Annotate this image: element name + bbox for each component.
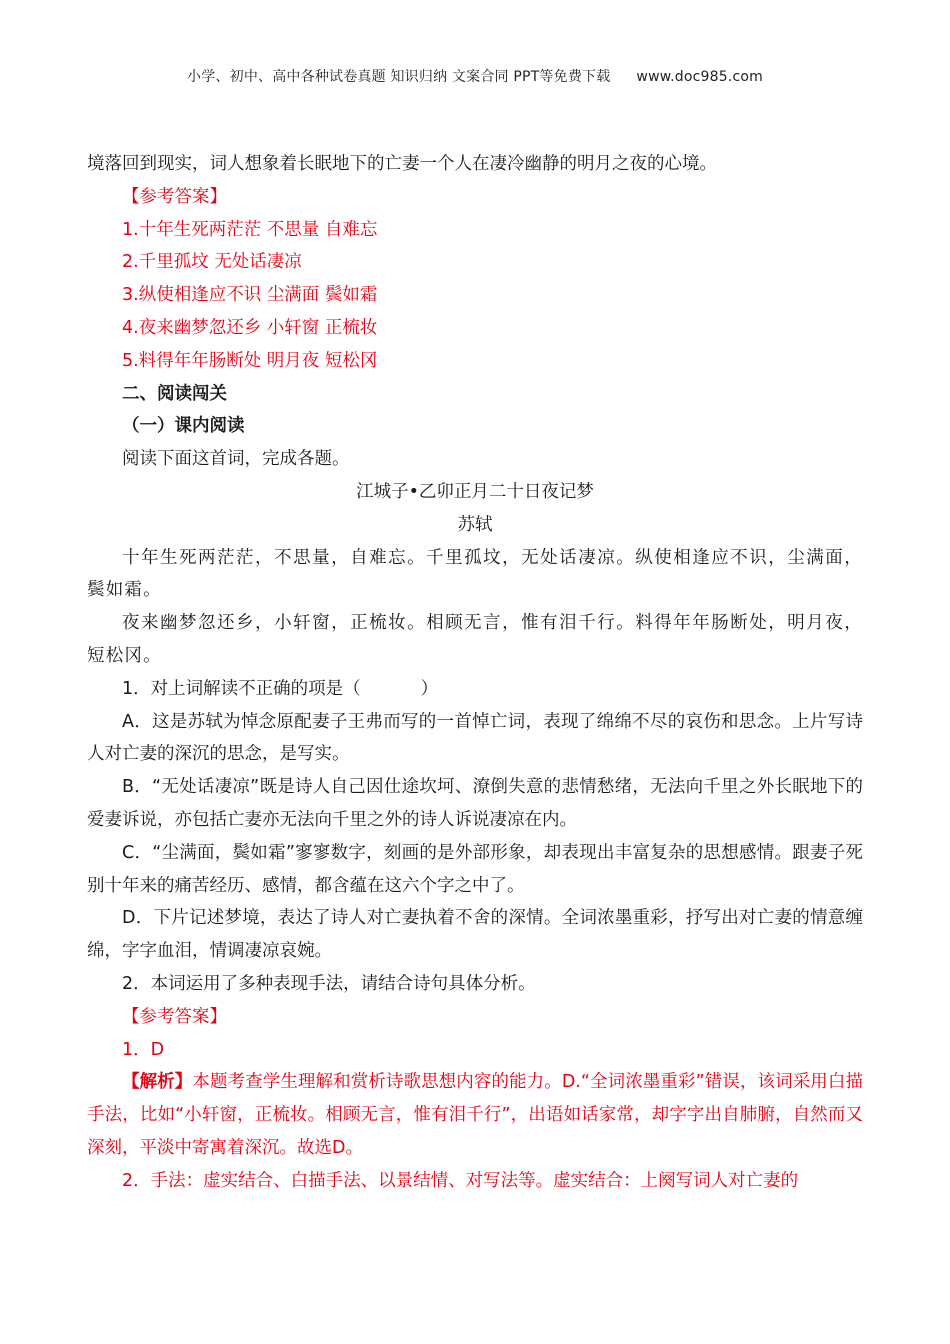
poem-stanza-1: 十年生死两茫茫，不思量，自难忘。千里孤坟，无处话凄凉。纵使相逢应不识，尘满面，鬓如霜。 — [87, 547, 863, 601]
subsection-title: （一）课内阅读 — [122, 416, 245, 437]
intro-line: 境落回到现实，词人想象着长眠地下的亡妻一个人在凄冷幽静的明月之夜的心境。 — [87, 154, 717, 174]
answer-item: 2.千里孤坟 无处话凄凉 — [122, 252, 302, 273]
header-text: 小学、初中、高中各种试卷真题 知识归纳 文案合同 PPT等免费下载 — [187, 69, 611, 85]
answer-label: 【参考答案】 — [122, 186, 227, 207]
analysis-label: 【解析】 — [122, 1072, 193, 1093]
analysis-text: 本题考查学生理解和赏析诗歌思想内容的能力。D.“全词浓墨重彩”错误，该词采用白描手法，比如“小轩窗，正梳妆。相顾无言，惟有泪千行”，出语如话家常，却字字出自肺腑，自然而又深刻，平淡中寄寓着深沉。故选D。 — [87, 1072, 863, 1158]
answer-item: 4.夜来幽梦忽还乡 小轩窗 正梳妆 — [122, 317, 378, 338]
answer-item: 3.纵使相逢应不识 尘满面 鬓如霜 — [122, 285, 378, 306]
option-b: B．“无处话凄凉”既是诗人自己因仕途坎坷、潦倒失意的悲情愁绪，无法向千里之外长眠地下的爱妻诉说，亦包括亡妻亦无法向千里之外的诗人诉说凄凉在内。 — [87, 777, 863, 830]
analysis — [87, 1066, 863, 1164]
option-c: C．“尘满面，鬓如霜”寥寥数字，刻画的是外部形象，却表现出丰富复杂的思想感情。跟妻子死别十年来的痛苦经历、感情，都含蕴在这六个字之中了。 — [87, 842, 863, 896]
answer-2: 2．手法：虚实结合、白描手法、以景结情、对写法等。虚实结合：上阕写词人对亡妻的 — [122, 1170, 799, 1191]
option-a: A．这是苏轼为悼念原配妻子王弗而写的一首悼亡词，表现了绵绵不尽的哀伤和思念。上片写诗人对亡妻的深沉的思念，是写实。 — [87, 711, 863, 765]
question-2: 2．本词运用了多种表现手法，请结合诗句具体分析。 — [122, 973, 536, 994]
poem-stanza-2: 夜来幽梦忽还乡，小轩窗，正梳妆。相顾无言，惟有泪千行。料得年年肠断处，明月夜，短松冈。 — [87, 613, 863, 666]
question-1-close: ） — [420, 678, 439, 699]
option-d: D．下片记述梦境，表达了诗人对亡妻执着不舍的深情。全词浓墨重彩，抒写出对亡妻的情意缠绵，字字血泪，情调凄凉哀婉。 — [87, 908, 863, 962]
answer-item: 5.料得年年肠断处 明月夜 短松冈 — [122, 350, 378, 371]
section-title: 二、阅读闯关 — [122, 383, 227, 404]
question-1 — [87, 673, 863, 706]
poem-title: 江城子•乙卯正月二十日夜记梦 — [356, 481, 594, 502]
answer-1: 1．D — [122, 1039, 165, 1060]
header-url[interactable]: www.doc985.com — [636, 69, 763, 85]
document-body — [87, 148, 863, 1198]
page-header — [0, 66, 950, 86]
question-1-stem: 1．对上词解读不正确的项是（ — [122, 678, 361, 699]
answer-item: 1.十年生死两茫茫 不思量 自难忘 — [122, 219, 378, 240]
answer-label: 【参考答案】 — [122, 1006, 227, 1027]
reading-instruction: 阅读下面这首词，完成各题。 — [122, 449, 350, 470]
poem-author: 苏轼 — [457, 514, 493, 535]
